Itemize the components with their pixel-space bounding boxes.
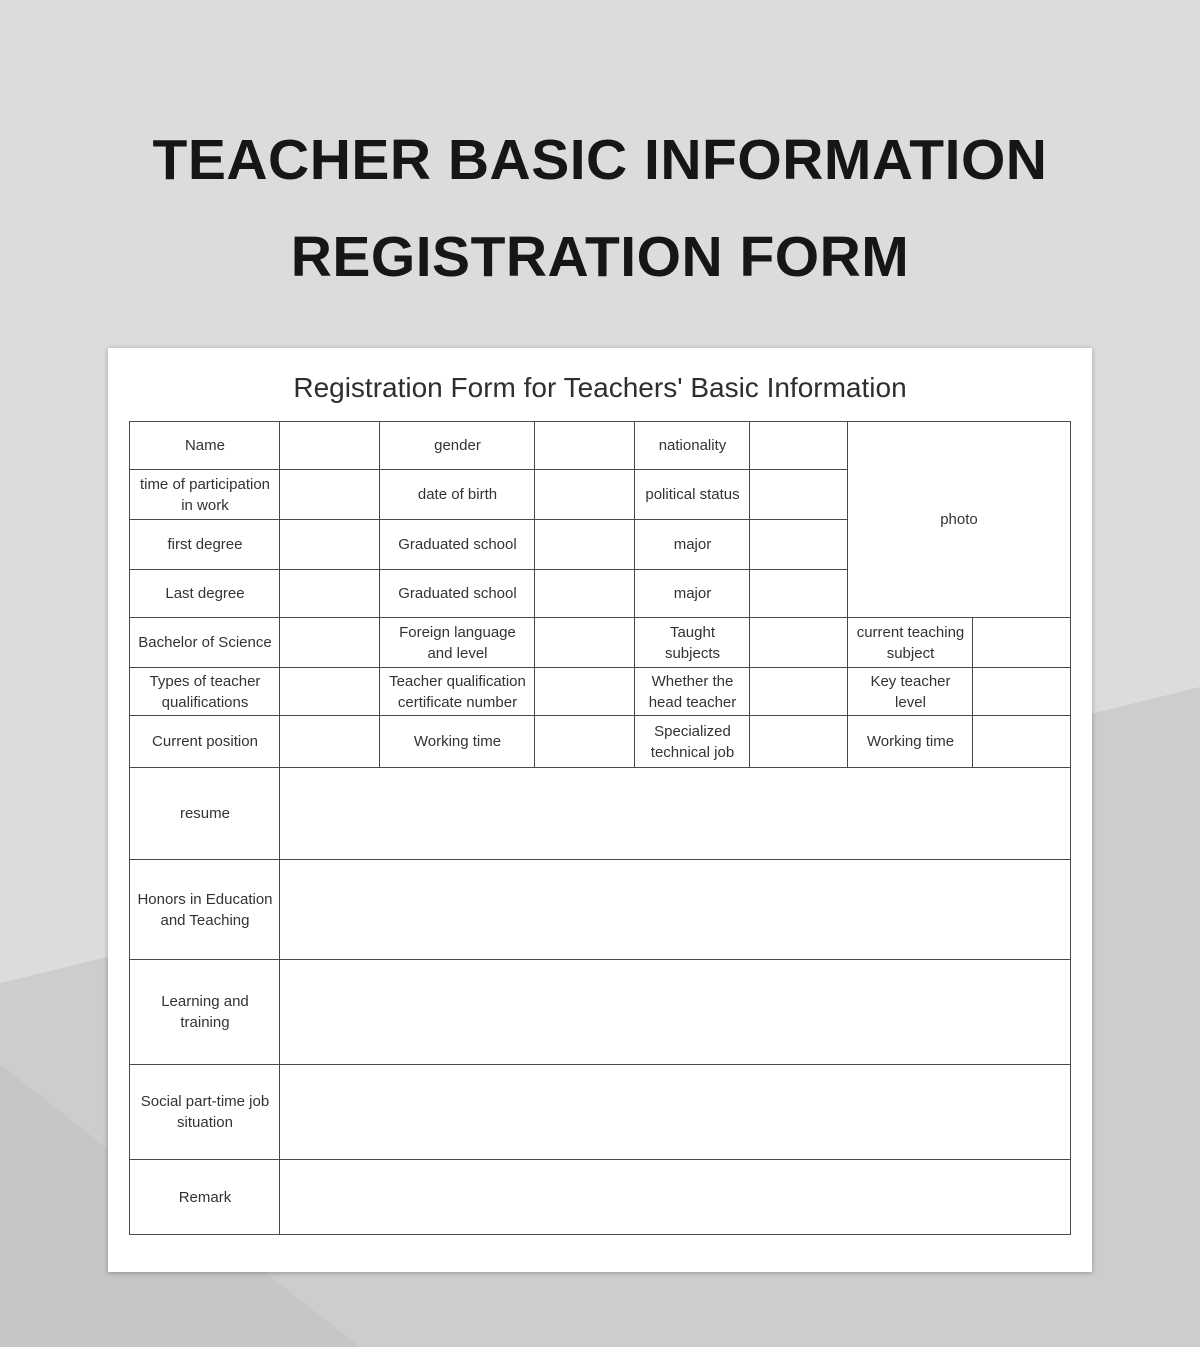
field-label-learning-training: Learning and training [130,960,280,1065]
form-title: Registration Form for Teachers' Basic Information [293,372,907,403]
field-label-taught-subjects: Taught subjects [635,618,750,668]
registration-form-table [129,421,1070,1235]
field-value-nationality [750,422,848,470]
field-label-foreign-language: Foreign language and level [380,618,535,668]
field-label-participation-time: time of participation in work [130,470,280,520]
field-value-social-parttime [280,1065,1070,1160]
field-value-key-teacher-level [973,668,1070,716]
table-row [130,668,1070,716]
form-card [108,348,1092,1272]
field-label-current-position: Current position [130,716,280,768]
table-row [130,716,1070,768]
field-value-current-position [280,716,380,768]
table-row [130,860,1070,960]
field-value-teacher-qualification-types [280,668,380,716]
field-label-current-teaching-subject: current teaching subject [848,618,973,668]
field-label-specialized-technical-job: Specialized technical job [635,716,750,768]
field-label-bachelor-of-science: Bachelor of Science [130,618,280,668]
table-row [130,422,1070,470]
field-value-learning-training [280,960,1070,1065]
field-value-working-time-2 [973,716,1070,768]
field-label-working-time-1: Working time [380,716,535,768]
field-value-graduated-school-1 [535,520,635,570]
field-value-taught-subjects [750,618,848,668]
field-label-major-1: major [635,520,750,570]
field-label-teacher-qualification-types: Types of teacher qualifications [130,668,280,716]
field-value-graduated-school-2 [535,570,635,618]
field-value-political-status [750,470,848,520]
field-label-resume: resume [130,768,280,860]
field-label-nationality: nationality [635,422,750,470]
page-title-line1: TEACHER BASIC INFORMATION [152,128,1048,192]
field-value-last-degree [280,570,380,618]
field-label-honors: Honors in Education and Teaching [130,860,280,960]
field-value-certificate-number [535,668,635,716]
field-value-foreign-language [535,618,635,668]
table-row [130,960,1070,1065]
field-label-working-time-2: Working time [848,716,973,768]
field-value-gender [535,422,635,470]
field-label-major-2: major [635,570,750,618]
field-label-last-degree: Last degree [130,570,280,618]
field-value-major-2 [750,570,848,618]
field-value-date-of-birth [535,470,635,520]
field-value-major-1 [750,520,848,570]
field-value-remark [280,1160,1070,1235]
field-value-honors [280,860,1070,960]
field-value-name [280,422,380,470]
field-value-current-teaching-subject [973,618,1070,668]
field-value-head-teacher [750,668,848,716]
field-label-graduated-school-2: Graduated school [380,570,535,618]
photo-cell: photo [848,422,1070,618]
field-value-bachelor-of-science [280,618,380,668]
field-label-gender: gender [380,422,535,470]
table-row [130,618,1070,668]
table-row [130,1160,1070,1235]
table-row [130,1065,1070,1160]
field-value-working-time-1 [535,716,635,768]
field-value-first-degree [280,520,380,570]
field-label-social-parttime: Social part-time job situation [130,1065,280,1160]
field-label-head-teacher: Whether the head teacher [635,668,750,716]
field-label-name: Name [130,422,280,470]
page-title [0,0,1200,306]
field-label-first-degree: first degree [130,520,280,570]
field-label-graduated-school-1: Graduated school [380,520,535,570]
field-label-remark: Remark [130,1160,280,1235]
field-label-date-of-birth: date of birth [380,470,535,520]
table-row [130,768,1070,860]
field-label-political-status: political status [635,470,750,520]
field-value-resume [280,768,1070,860]
field-label-key-teacher-level: Key teacher level [848,668,973,716]
field-value-participation-time [280,470,380,520]
page-title-line2: REGISTRATION FORM [290,225,910,289]
field-value-specialized-technical-job [750,716,848,768]
field-label-certificate-number: Teacher qualification certificate number [380,668,535,716]
